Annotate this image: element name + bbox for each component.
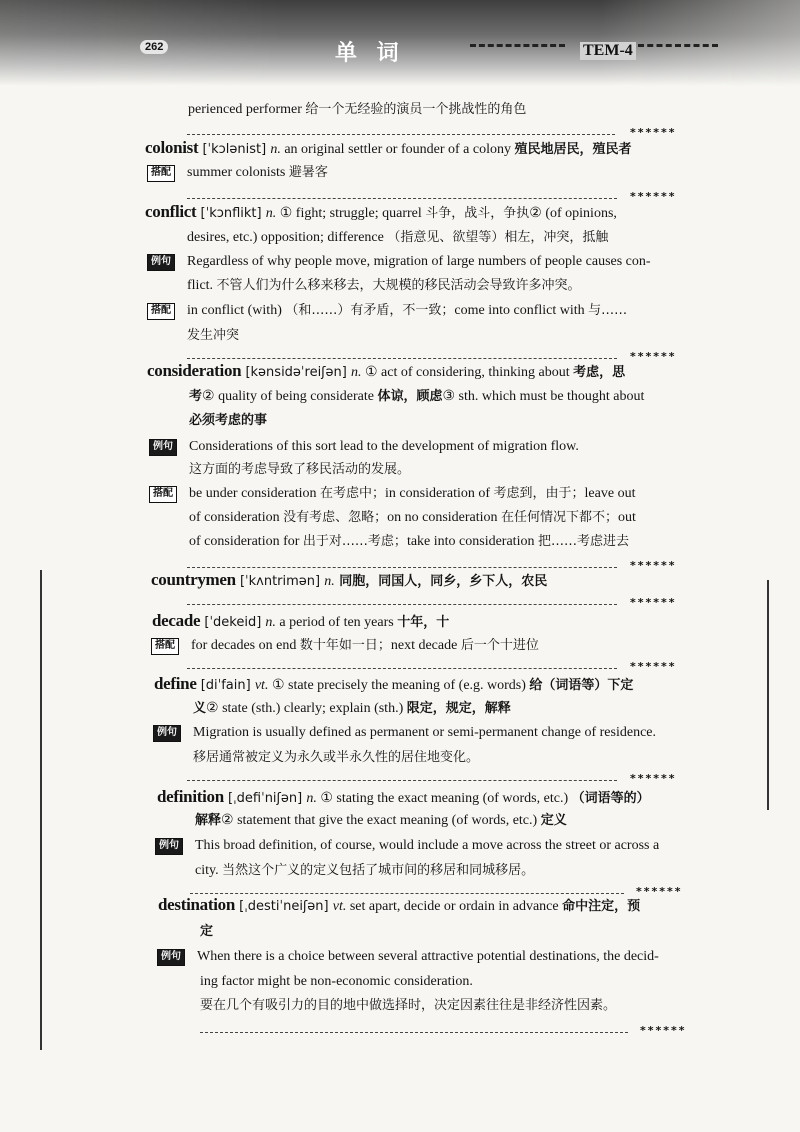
entry-line — [157, 788, 650, 808]
entry-line — [158, 896, 640, 916]
chinese-text: 给一个无经验的演员一个挑战性的角色 — [305, 102, 527, 117]
chinese-text: 殖民地居民，殖民者 — [514, 142, 632, 157]
pronunciation: [kənsidəˈreiʃən] — [241, 365, 351, 380]
chinese-text: 体谅，顾虑 — [377, 389, 443, 404]
english-text: in consideration of — [385, 486, 494, 501]
collocation-tag: 搭配 — [151, 638, 179, 655]
chinese-text: 与…… — [588, 303, 628, 318]
english-text: city. — [195, 863, 223, 878]
part-of-speech: n. — [306, 791, 317, 806]
chinese-text: 后一个十进位 — [460, 638, 539, 653]
entry-line — [187, 164, 328, 182]
separator-dashed-line — [187, 780, 617, 781]
chinese-text: 不管人们为什么移来移去，大规模的移民活动会导致许多冲突。 — [216, 278, 581, 293]
chinese-text: 限定，规定，解释 — [406, 701, 511, 716]
chinese-text: 移居通常被定义为永久或半永久性的居住地变化。 — [193, 750, 480, 765]
header-dashes-left — [470, 44, 565, 47]
entry-line — [195, 812, 567, 830]
entry-line — [193, 700, 511, 718]
pronunciation: [ˈkʌntrimən] — [235, 574, 325, 589]
entry-line — [145, 203, 617, 223]
chinese-text: 考虑，思 — [573, 365, 626, 380]
english-text: leave out — [584, 486, 636, 501]
separator-stars: ****** — [630, 350, 677, 363]
entry-line — [187, 327, 239, 345]
english-text: take into consideration — [406, 534, 538, 549]
separator-stars: ****** — [640, 1024, 687, 1037]
example-tag: 例句 — [149, 439, 177, 456]
english-text: Migration is usually defined as permanent or semi-permanent change of residence. — [193, 725, 657, 740]
entry-line — [145, 139, 631, 159]
pronunciation: [ˌdefiˈniʃən] — [223, 791, 307, 806]
entry-line — [152, 612, 449, 632]
example-tag: 例句 — [153, 725, 181, 742]
entry-line — [195, 862, 534, 880]
entry-line — [189, 412, 267, 430]
headword: countrymen — [151, 570, 236, 589]
english-text: out — [618, 510, 636, 525]
separator-stars: ****** — [630, 660, 677, 673]
pronunciation: [ˈdekeid] — [200, 615, 266, 630]
english-text: desires, etc.) opposition; difference — [187, 230, 388, 245]
section-title: 单 词 — [335, 41, 405, 66]
english-text: ① stating the exact meaning (of words, etc.) — [316, 791, 572, 806]
entry-line — [187, 253, 651, 271]
entry-line — [197, 948, 659, 966]
entry-line — [154, 675, 633, 695]
entry-line — [189, 485, 635, 503]
chinese-text: 十年，十 — [397, 615, 450, 630]
entry-line — [200, 923, 213, 941]
entry-line — [189, 461, 410, 479]
headword: colonist — [145, 138, 199, 157]
pronunciation: [ˈkɔlənist] — [198, 142, 271, 157]
entry-line — [189, 438, 579, 456]
english-text: ② statement that give the exact meaning (of words, etc.) — [221, 813, 541, 828]
collocation-tag: 搭配 — [149, 486, 177, 503]
english-text: for decades on end — [191, 638, 300, 653]
english-text: ① fight; struggle; quarrel — [276, 206, 426, 221]
separator-stars: ****** — [630, 772, 677, 785]
entry-line — [189, 509, 636, 527]
entry-line — [189, 388, 644, 406]
chinese-text: 当然这个广义的定义包括了城市间的移居和同城移居。 — [222, 863, 535, 878]
english-text: ③ sth. which must be thought about — [442, 389, 645, 404]
separator-dashed-line — [187, 358, 617, 359]
entry-line — [191, 637, 539, 655]
chinese-text: 命中注定，预 — [562, 899, 641, 914]
english-text: come into conflict with — [454, 303, 589, 318]
separator-stars: ****** — [630, 596, 677, 609]
chinese-text: （词语等的） — [571, 791, 650, 806]
chinese-text: 解释 — [195, 813, 222, 828]
chinese-text: 数十年如一日； — [299, 638, 391, 653]
english-text: in conflict (with) — [187, 303, 286, 318]
english-text: summer colonists — [187, 165, 289, 180]
entry-line — [147, 362, 625, 382]
headword: destination — [158, 895, 235, 914]
separator-dashed-line — [187, 604, 617, 605]
entry-line — [200, 973, 473, 991]
chinese-text: （指意见、欲望等）相左，冲突，抵触 — [387, 230, 609, 245]
english-text: This broad definition, of course, would include a move across the street or across a — [195, 838, 660, 853]
entry-line — [187, 277, 581, 295]
pronunciation: [ˈkɔnflikt] — [196, 206, 266, 221]
entry-line — [193, 724, 656, 742]
part-of-speech: n. — [270, 142, 281, 157]
chinese-text: 这方面的考虑导致了移民活动的发展。 — [189, 462, 411, 477]
chinese-text: 考 — [189, 389, 203, 404]
margin-rule-right — [767, 580, 769, 810]
english-text: next decade — [390, 638, 461, 653]
chinese-text: 义 — [193, 701, 207, 716]
entry-line — [187, 302, 627, 320]
headword: definition — [157, 787, 224, 806]
header-dashes-right — [638, 44, 718, 47]
english-text: ① state precisely the meaning of (e.g. words) — [268, 678, 530, 693]
pronunciation: [diˈfain] — [196, 678, 255, 693]
separator-stars: ****** — [630, 190, 677, 203]
headword: consideration — [147, 361, 242, 380]
exam-label: TEM-4 — [580, 42, 636, 60]
english-text: an original settler or founder of a colony — [280, 142, 515, 157]
english-text: a period of ten years — [275, 615, 398, 630]
separator-dashed-line — [187, 198, 617, 199]
english-text: of consideration for — [189, 534, 303, 549]
part-of-speech: n. — [265, 615, 276, 630]
chinese-text: 出于对……考虑； — [302, 534, 407, 549]
english-text: Regardless of why people move, migration of large numbers of people causes con- — [187, 254, 651, 269]
chinese-text: 没有考虑、忽略； — [283, 510, 388, 525]
chinese-text: 发生冲突 — [187, 328, 240, 343]
english-text: of consideration — [189, 510, 284, 525]
english-text: ing factor might be non-economic consideration. — [200, 974, 473, 989]
pronunciation: [ˌdestiˈneiʃən] — [235, 899, 333, 914]
entry-line — [195, 837, 659, 855]
english-text: perienced performer — [188, 102, 306, 117]
english-text: flict. — [187, 278, 217, 293]
entry-line — [151, 571, 547, 591]
chinese-text: 同胞，同国人，同乡，乡下人，农民 — [334, 574, 548, 589]
chinese-text: 斗争，战斗，争执 — [425, 206, 530, 221]
chinese-text: 必须考虑的事 — [189, 413, 268, 428]
english-text: be under consideration — [189, 486, 321, 501]
margin-rule-left — [40, 570, 42, 1050]
separator-dashed-line — [190, 893, 624, 894]
english-text: When there is a choice between several attractive potential destinations, the decid- — [197, 949, 659, 964]
example-tag: 例句 — [147, 254, 175, 271]
entry-line — [200, 997, 616, 1015]
headword: define — [154, 674, 197, 693]
part-of-speech: n. — [350, 365, 362, 380]
collocation-tag: 搭配 — [147, 165, 175, 182]
separator-stars: ****** — [630, 126, 677, 139]
english-text: ① act of considering, thinking about — [361, 365, 574, 380]
separator-stars: ****** — [636, 885, 683, 898]
part-of-speech: vt. — [254, 678, 269, 693]
separator-dashed-line — [187, 668, 617, 669]
collocation-tag: 搭配 — [147, 303, 175, 320]
headword: decade — [152, 611, 201, 630]
separator-dashed-line — [200, 1032, 628, 1033]
chinese-text: 考虑到，由于； — [493, 486, 585, 501]
part-of-speech: vt. — [332, 899, 347, 914]
chinese-text: 要在几个有吸引力的目的地中做选择时，决定因素往往是非经济性因素。 — [200, 998, 617, 1013]
chinese-text: 在任何情况下都不； — [501, 510, 619, 525]
english-text: ② (of opinions, — [529, 206, 617, 221]
entry-line — [188, 101, 526, 119]
part-of-speech: n. — [324, 574, 335, 589]
english-text: Considerations of this sort lead to the development of migration flow. — [189, 439, 579, 454]
english-text: ② quality of being considerate — [202, 389, 378, 404]
chinese-text: 定义 — [540, 813, 567, 828]
page-number: 262 — [140, 40, 168, 54]
example-tag: 例句 — [155, 838, 183, 855]
chinese-text: 避暑客 — [288, 165, 328, 180]
entry-line — [193, 749, 479, 767]
chinese-text: 给（词语等）下定 — [529, 678, 634, 693]
chinese-text: 在考虑中； — [320, 486, 386, 501]
english-text: on no consideration — [387, 510, 502, 525]
headword: conflict — [145, 202, 197, 221]
entry-line — [189, 533, 629, 551]
english-text: ② state (sth.) clearly; explain (sth.) — [206, 701, 407, 716]
separator-dashed-line — [187, 134, 615, 135]
chinese-text: （和……）有矛盾，不一致； — [285, 303, 455, 318]
chinese-text: 把……考虑进去 — [537, 534, 629, 549]
entry-line — [187, 229, 608, 247]
part-of-speech: n. — [265, 206, 277, 221]
chinese-text: 定 — [200, 924, 214, 939]
separator-stars: ****** — [630, 559, 677, 572]
example-tag: 例句 — [157, 949, 185, 966]
separator-dashed-line — [187, 567, 617, 568]
english-text: set apart, decide or ordain in advance — [346, 899, 563, 914]
